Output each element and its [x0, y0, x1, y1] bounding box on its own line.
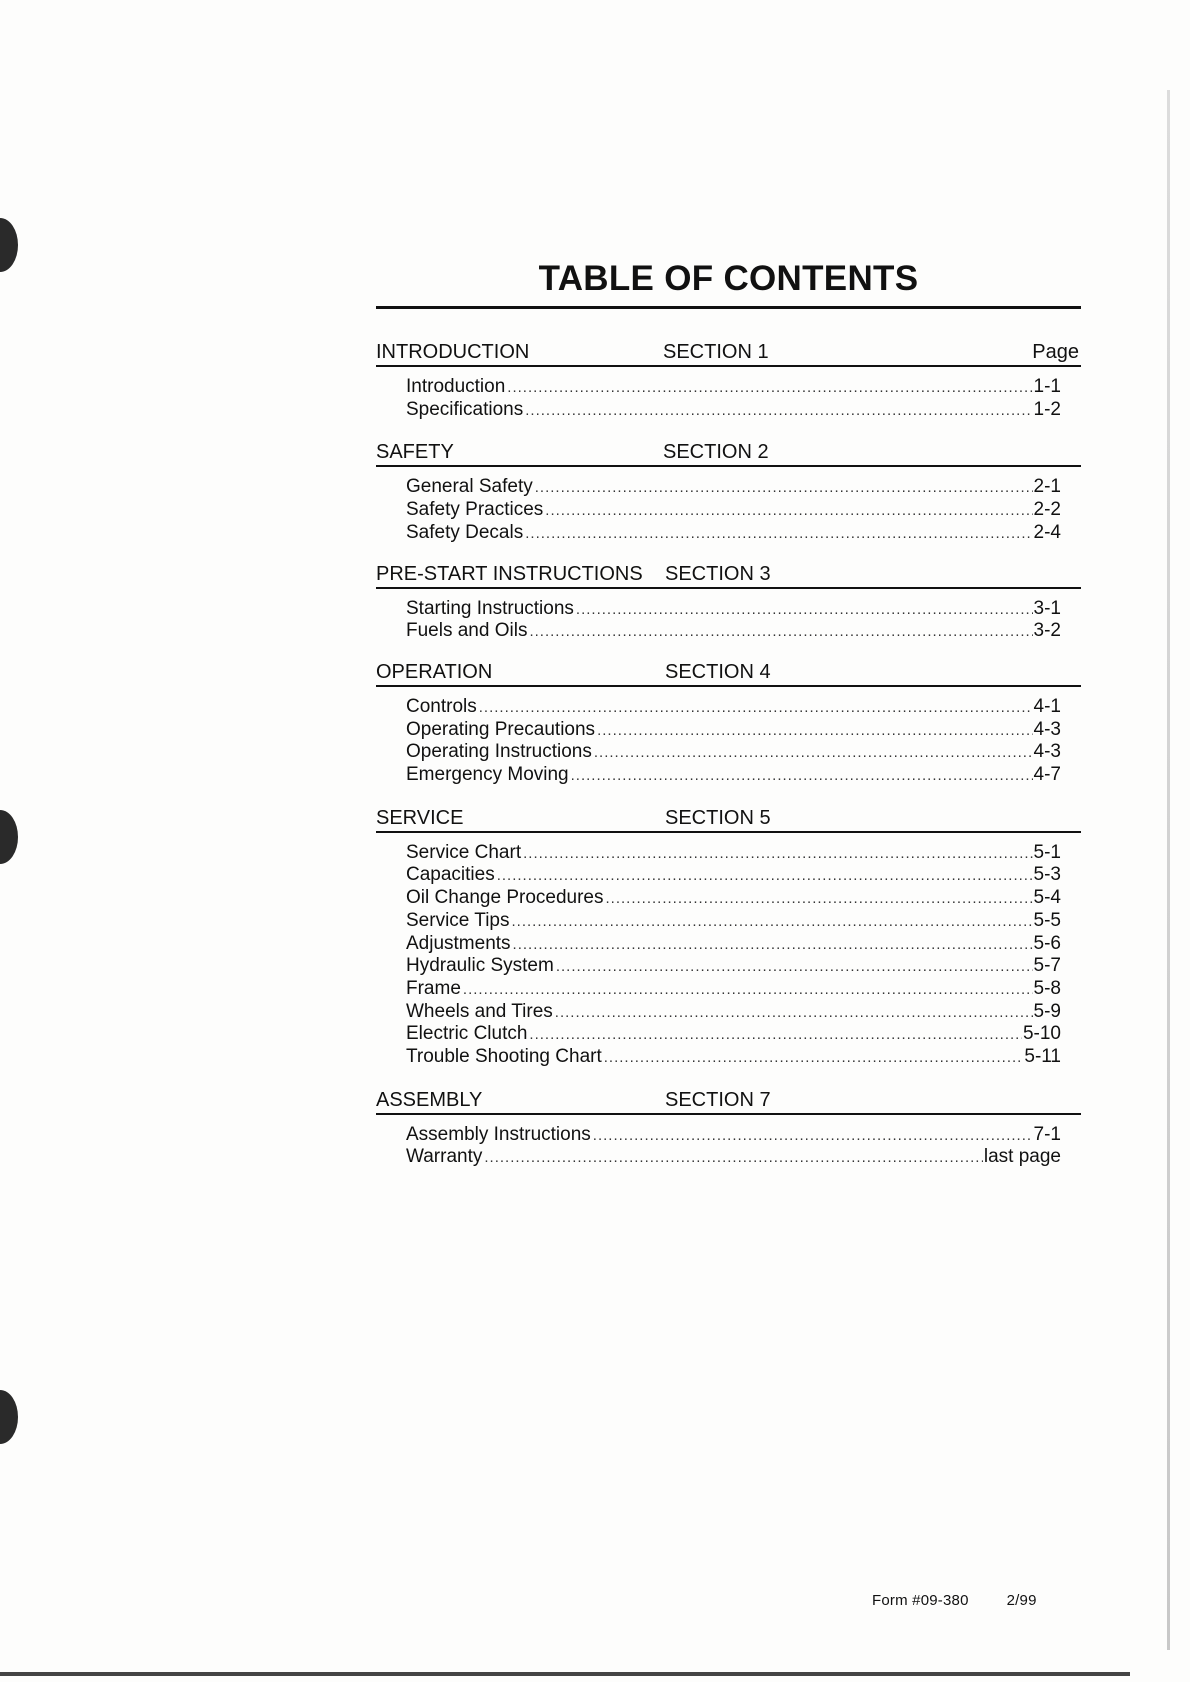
toc-entry: Wheels and Tires ..... 5-9: [406, 1001, 1061, 1024]
toc-entry: Fuels and Oils ..... 3-2: [406, 620, 1061, 643]
section-name: SERVICE: [376, 806, 464, 829]
toc-entry: Hydraulic System ..... 5-7: [406, 955, 1061, 978]
section-name: OPERATION: [376, 660, 493, 683]
page-bottom-edge: [0, 1672, 1130, 1676]
toc-section-safety: [376, 441, 1081, 544]
section-name: PRE-START INSTRUCTIONS: [376, 562, 643, 585]
section-name: INTRODUCTION: [376, 341, 530, 363]
toc-entry: Starting Instructions ..... 3-1: [406, 598, 1061, 621]
toc-entry: Oil Change Procedures ..... 5-4: [406, 887, 1061, 910]
section-number: SECTION 3: [665, 562, 771, 585]
toc-entry: Service Tips ..... 5-5: [406, 910, 1061, 933]
toc-section-introduction: [376, 331, 1081, 421]
toc-entry: General Safety ..... 2-1: [406, 476, 1061, 499]
binder-hole: [0, 218, 18, 272]
toc-section-service: [376, 806, 1081, 1069]
section-header: [376, 331, 1081, 367]
toc-entry: Electric Clutch ..... 5-10: [406, 1023, 1061, 1046]
binder-hole: [0, 1390, 18, 1444]
toc-entry: Safety Decals ..... 2-4: [406, 522, 1061, 545]
toc-entry: Service Chart ..... 5-1: [406, 842, 1061, 865]
section-header: [376, 806, 1081, 833]
toc-entry: Operating Instructions ..... 4-3: [406, 741, 1061, 764]
page-column-label: Page: [1032, 341, 1079, 363]
section-name: SAFETY: [376, 441, 454, 464]
section-number: SECTION 7: [665, 1088, 771, 1111]
section-number: SECTION 5: [665, 806, 771, 829]
toc-entry: Specifications ..... 1-2: [406, 399, 1061, 422]
section-header: [376, 562, 1081, 589]
form-date: 2/99: [1006, 1592, 1037, 1609]
page-title: TABLE OF CONTENTS: [538, 259, 919, 298]
section-header: [376, 660, 1081, 687]
section-header: [376, 441, 1081, 467]
toc-entry: Warranty ..... last page: [406, 1146, 1061, 1169]
toc-section-pre-start: [376, 562, 1081, 643]
toc-section-assembly: [376, 1088, 1081, 1169]
toc-entry: Frame ..... 5-8: [406, 978, 1061, 1001]
section-number: SECTION 4: [665, 660, 771, 683]
section-number: SECTION 2: [663, 441, 769, 464]
form-footer: [872, 1592, 1037, 1609]
toc-entry: Trouble Shooting Chart ..... 5-11: [406, 1046, 1061, 1069]
toc-entry: Capacities ..... 5-3: [406, 864, 1061, 887]
toc-entry: Assembly Instructions ..... 7-1: [406, 1124, 1061, 1147]
toc-entry: Controls ..... 4-1: [406, 696, 1061, 719]
toc-entry: Introduction ..... 1-1: [406, 376, 1061, 399]
toc-entry: Operating Precautions ..... 4-3: [406, 719, 1061, 742]
toc-entry: Emergency Moving ..... 4-7: [406, 764, 1061, 787]
binder-hole: [0, 810, 18, 864]
toc-section-operation: [376, 660, 1081, 787]
page-edge-shadow: [1167, 90, 1170, 1650]
table-of-contents: [376, 258, 1081, 1169]
form-number: Form #09-380: [872, 1592, 969, 1609]
toc-entry: Safety Practices ..... 2-2: [406, 499, 1061, 522]
toc-entry: Adjustments ..... 5-6: [406, 933, 1061, 956]
section-name: ASSEMBLY: [376, 1088, 483, 1111]
section-number: SECTION 1: [663, 341, 769, 363]
section-header: [376, 1088, 1081, 1115]
